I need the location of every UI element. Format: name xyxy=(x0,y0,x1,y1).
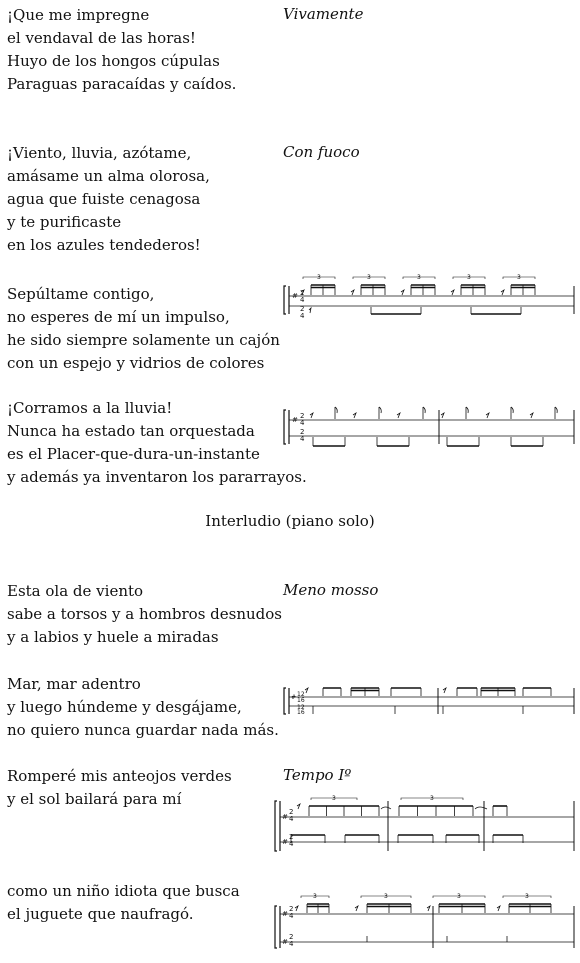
tuplet-number: 3 xyxy=(332,795,336,802)
svg-text:4: 4 xyxy=(289,840,294,848)
time-signature-bottom: 4 xyxy=(289,912,294,920)
svg-text:2: 2 xyxy=(289,833,294,841)
score-excerpt-2 xyxy=(283,402,577,452)
time-signature-top: 12 xyxy=(297,691,305,698)
poem-line: Huyo de los hongos cúpulas xyxy=(7,52,220,70)
poem-line: es el Placer-que-dura-un-instante xyxy=(7,445,260,463)
poem-line: y te purificaste xyxy=(7,213,122,231)
svg-text:4: 4 xyxy=(289,940,294,948)
poem-line: he sido siempre solamente un cajón xyxy=(7,331,280,349)
poem-line: Paraguas paracaídas y caídos. xyxy=(7,75,237,93)
poem-line: ¡Que me impregne xyxy=(7,6,150,24)
svg-text:#: # xyxy=(282,910,288,918)
sixteenth-rest xyxy=(295,906,298,911)
sixteenth-rest xyxy=(497,906,500,911)
sixteenth-rest xyxy=(443,688,446,693)
tuplet-number: 3 xyxy=(430,795,434,802)
sixteenth-rest xyxy=(355,906,358,911)
svg-text:#: # xyxy=(292,292,298,300)
tuplet-number: 3 xyxy=(457,893,461,900)
time-signature-top: 2 xyxy=(289,808,294,816)
poem-line: no esperes de mí un impulso, xyxy=(7,308,230,326)
time-signature-top: 2 xyxy=(300,289,305,297)
sixteenth-rest xyxy=(353,413,356,418)
time-signature-top: 2 xyxy=(300,412,305,420)
poem-line: agua que fuiste cenagosa xyxy=(7,190,201,208)
sixteenth-rest xyxy=(501,290,504,295)
svg-text:#: # xyxy=(282,938,288,946)
stanza-4 xyxy=(7,397,307,489)
sixteenth-rest xyxy=(305,688,308,693)
svg-text:#: # xyxy=(292,416,298,424)
sixteenth-rest xyxy=(441,413,444,418)
tuplet-number: 3 xyxy=(525,893,529,900)
poem-line: el vendaval de las horas! xyxy=(7,29,196,47)
tuplet-number: 3 xyxy=(313,893,317,900)
poem-line: ¡Corramos a la lluvia! xyxy=(7,399,173,417)
poem-line: como un niño idiota que busca xyxy=(7,882,240,900)
score-excerpt-5 xyxy=(282,893,577,952)
sixteenth-rest xyxy=(451,290,454,295)
poem-line: y además ya inventaron los pararrayos. xyxy=(7,468,307,486)
poem-line: Mar, mar adentro xyxy=(7,675,141,693)
tempo-primo: Tempo Iº xyxy=(283,766,352,784)
stanza-7 xyxy=(7,765,232,811)
sixteenth-rest xyxy=(486,413,489,418)
stanza-1 xyxy=(7,4,236,96)
tuplet-number: 3 xyxy=(467,274,471,281)
tuplet-number: 3 xyxy=(317,274,321,281)
time-signature-bottom: 4 xyxy=(300,296,305,304)
poem-line: Romperé mis anteojos verdes xyxy=(7,767,232,785)
tuplet-number: 3 xyxy=(384,893,388,900)
sixteenth-rest xyxy=(530,413,533,418)
sixteenth-rest xyxy=(397,413,400,418)
svg-text:#: # xyxy=(282,838,288,846)
sixteenth-rest xyxy=(427,906,430,911)
poem-line: no quiero nunca guardar nada más. xyxy=(7,721,279,739)
svg-text:12: 12 xyxy=(297,704,305,711)
stanza-2 xyxy=(7,142,210,257)
tempo-vivamente: Vivamente xyxy=(283,5,364,23)
svg-text:16: 16 xyxy=(297,709,305,716)
eighth-rest xyxy=(309,308,311,313)
poem-line: y el sol bailará para mí xyxy=(7,790,182,808)
interludio-heading: Interludio (piano solo) xyxy=(205,512,375,530)
sixteenth-rest xyxy=(297,804,300,809)
svg-text:2: 2 xyxy=(300,428,305,436)
tie xyxy=(381,807,391,809)
tuplet-number: 3 xyxy=(417,274,421,281)
poem-line: el juguete que naufragó. xyxy=(7,905,194,923)
svg-text:2: 2 xyxy=(289,933,294,941)
time-signature-top: 2 xyxy=(289,905,294,913)
svg-text:#: # xyxy=(291,694,297,701)
score-excerpt-3 xyxy=(283,684,577,724)
poem-line: Esta ola de viento xyxy=(7,582,144,600)
tempo-meno-mosso: Meno mosso xyxy=(283,581,379,599)
stanza-8 xyxy=(7,880,240,926)
tuplet-number: 3 xyxy=(517,274,521,281)
sixteenth-rest xyxy=(351,290,354,295)
time-signature-bottom: 16 xyxy=(297,697,305,704)
svg-text:4: 4 xyxy=(300,312,305,320)
tuplet-number: 3 xyxy=(367,274,371,281)
svg-text:4: 4 xyxy=(300,435,305,443)
poem-line: Sepúltame contigo, xyxy=(7,285,155,303)
stanza-5 xyxy=(7,580,282,649)
tempo-con-fuoco: Con fuoco xyxy=(283,143,360,161)
poem-line: ¡Viento, lluvia, azótame, xyxy=(7,144,192,162)
poem-line: y luego húndeme y desgájame, xyxy=(7,698,242,716)
sixteenth-rest xyxy=(310,413,313,418)
time-signature-bottom: 4 xyxy=(300,419,305,427)
svg-text:2: 2 xyxy=(300,305,305,313)
poem-line: con un espejo y vidrios de colores xyxy=(7,354,265,372)
poem-line: y a labios y huele a miradas xyxy=(7,628,219,646)
poem-line: Nunca ha estado tan orquestada xyxy=(7,422,255,440)
svg-text:#: # xyxy=(282,813,288,821)
stanza-6 xyxy=(7,673,279,742)
score-excerpt-4 xyxy=(283,795,577,855)
poem-line: amásame un alma olorosa, xyxy=(7,167,210,185)
sixteenth-rest xyxy=(401,290,404,295)
time-signature-bottom: 4 xyxy=(289,815,294,823)
tie xyxy=(475,807,487,809)
score-excerpt-1 xyxy=(283,274,577,324)
poem-line: en los azules tendederos! xyxy=(7,236,201,254)
poem-line: sabe a torsos y a hombros desnudos xyxy=(7,605,282,623)
stanza-3 xyxy=(7,283,280,375)
